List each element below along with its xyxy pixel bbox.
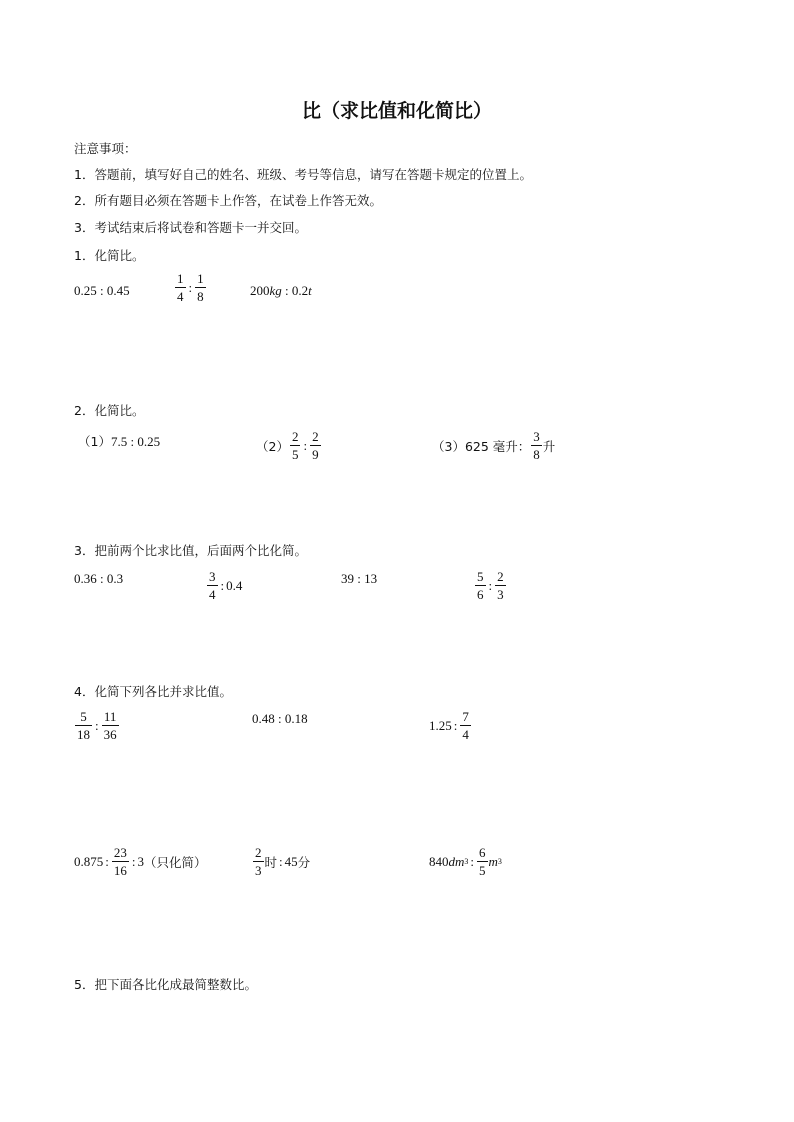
- q1-item-a: 0.25 : 0.45: [74, 283, 130, 298]
- q1-item-b: $\frac{1}{4}$ : $\frac{1}{8}$: [177, 271, 204, 304]
- note-item-2: 2．所有题目必须在答题卡上作答，在试卷上作答无效。: [74, 193, 382, 208]
- q4-item-e: $\frac{2}{3}$ 时 : 45 分: [255, 845, 311, 878]
- question-1-label: 1．化简比。: [74, 248, 145, 263]
- q4-item-b: 0.48 : 0.18: [252, 711, 308, 726]
- q4-item-d: 0.875 : $\frac{23}{16}$ : 3 （只化简）: [74, 845, 207, 878]
- q3-item-c: 39 : 13: [341, 571, 378, 586]
- q4-item-c: 1.25 : $\frac{7}{4}$: [429, 709, 469, 742]
- q3-item-a: 0.36 : 0.3: [74, 571, 124, 586]
- q3-item-d: $\frac{5}{6}$ : $\frac{2}{3}$: [477, 569, 504, 602]
- question-2-label: 2．化简比。: [74, 403, 145, 418]
- page-title: 比（求比值和化简比）: [301, 100, 492, 122]
- q2-part-3: （3）625 毫升： $\frac{3}{8}$ 升: [432, 429, 556, 462]
- question-3-label: 3．把前两个比求比值，后面两个比化简。: [74, 543, 307, 558]
- q4-item-a: $\frac{5}{18}$ : $\frac{11}{36}$: [77, 709, 117, 742]
- q4-item-f: 840 dm 3 : $\frac{6}{5}$ m 3: [429, 845, 502, 878]
- note-item-1: 1．答题前，填写好自己的姓名、班级、考号等信息，请写在答题卡规定的位置上。: [74, 167, 532, 182]
- q1-item-c: 200kg : 0.2t: [250, 283, 312, 298]
- q2-part-2: （2） $\frac{2}{5}$ : $\frac{2}{9}$: [256, 429, 319, 462]
- question-5-label: 5．把下面各比化成最简整数比。: [74, 977, 257, 992]
- q2-part-1: （1）7.5 : 0.25: [78, 434, 161, 449]
- question-4-label: 4．化简下列各比并求比值。: [74, 684, 232, 699]
- notes-heading: 注意事项：: [74, 141, 137, 156]
- note-item-3: 3．考试结束后将试卷和答题卡一并交回。: [74, 220, 307, 235]
- q3-item-b: $\frac{3}{4}$ : 0.4: [209, 569, 243, 602]
